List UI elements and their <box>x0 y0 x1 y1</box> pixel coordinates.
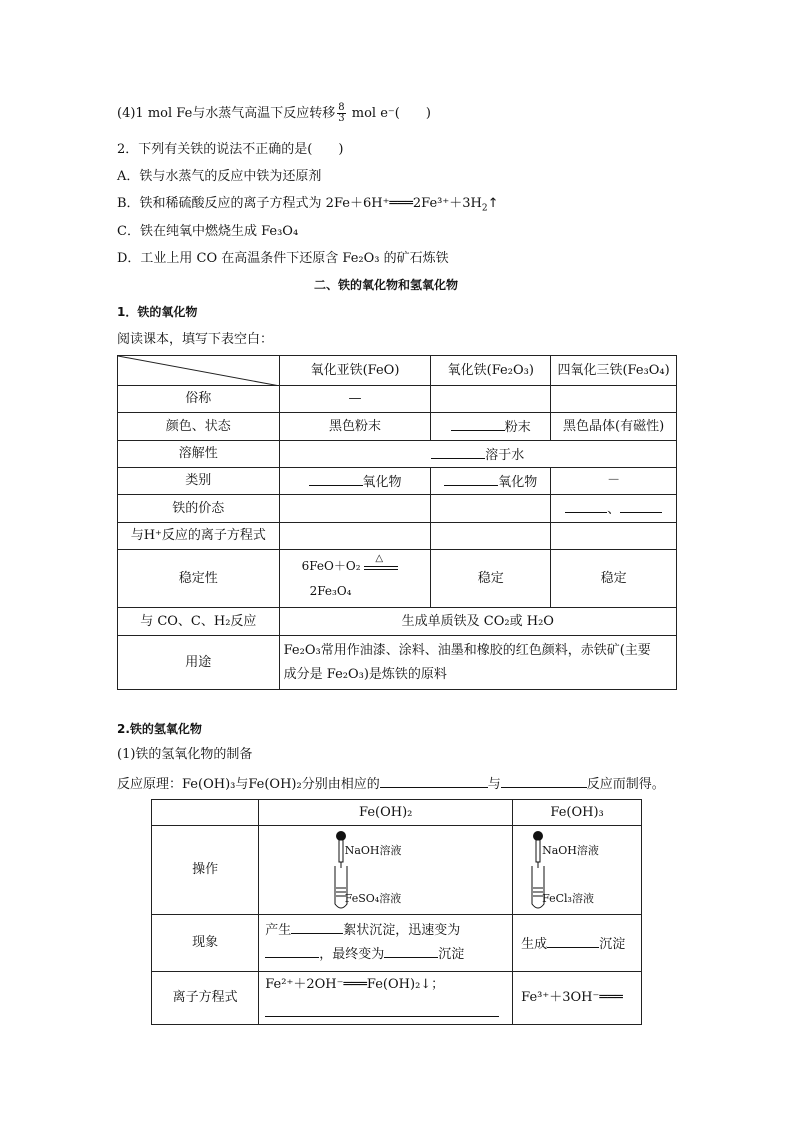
operation-left <box>259 826 513 915</box>
q2-option-c: C．铁在纯氧中燃烧生成 Fe₃O₄ <box>117 224 299 239</box>
blank-line[interactable] <box>444 471 498 486</box>
cell: － <box>551 468 677 495</box>
header-feoh3: Fe(OH)₃ <box>513 800 642 826</box>
header-feoh2: Fe(OH)₂ <box>259 800 513 826</box>
reagent-bottom-label: FeSO₄溶液 <box>344 892 402 905</box>
q2-option-b-sub: 2 <box>481 203 488 214</box>
diagonal-line-icon <box>118 356 280 386</box>
row-label: 铁的价态 <box>118 495 280 523</box>
q2-option-d: D．工业上用 CO 在高温条件下还原含 Fe₂O₃ 的矿石炼铁 <box>117 251 449 266</box>
cell <box>431 495 551 523</box>
reagent-top-label: NaOH溶液 <box>344 844 402 857</box>
header-fe2o3: 氧化铁(Fe₂O₃) <box>431 356 551 386</box>
header-fe3o4: 四氧化三铁(Fe₃O₄) <box>551 356 677 386</box>
cell-text: 絮状沉淀，迅速变为 <box>343 923 461 938</box>
q2-stem: 2．下列有关铁的说法不正确的是( ) <box>117 142 344 157</box>
frac-num: 8 <box>338 102 345 113</box>
diagonal-header-cell <box>118 356 280 386</box>
q4-line <box>117 103 431 124</box>
ion-right: Fe³⁺＋3OH⁻═══ <box>513 972 642 1025</box>
row-label: 与 CO、C、H₂反应 <box>118 608 280 636</box>
row-label: 离子方程式 <box>152 972 259 1025</box>
up-arrow-icon: ↑ <box>487 196 499 211</box>
cell <box>279 495 431 523</box>
equation-left: 6FeO＋O₂ <box>301 559 361 574</box>
row-label: 颜色、状态 <box>118 413 280 441</box>
phenomenon-right <box>513 915 642 972</box>
principle-mid: 与 <box>487 777 501 792</box>
row-label: 操作 <box>152 826 259 915</box>
blank-line[interactable] <box>380 773 488 788</box>
q4-suffix: mol e⁻( ) <box>347 106 431 121</box>
cell <box>279 468 431 495</box>
reagent-bottom-label: FeCl₃溶液 <box>542 892 594 905</box>
section2-title: 二、铁的氧化物和氢氧化物 <box>314 278 459 292</box>
equation-right: 2Fe₃O₄ <box>309 583 352 598</box>
cell: — <box>279 386 431 413</box>
hydroxide-table <box>151 799 642 1025</box>
empty-header <box>152 800 259 826</box>
sub2-title: 2.铁的氢氧化物 <box>117 722 202 736</box>
cell: 黑色晶体(有磁性) <box>551 413 677 441</box>
merged-cell: 生成单质铁及 CO₂或 H₂O <box>279 608 676 636</box>
blank-line[interactable] <box>451 416 505 431</box>
sub2-1: (1)铁的氢氧化物的制备 <box>117 747 253 762</box>
cell-text: 产生 <box>265 923 292 938</box>
row-label: 与H⁺反应的离子方程式 <box>118 523 280 550</box>
usage-line-1: Fe₂O₃常用作油漆、涂料、油墨和橡胶的红色颜料，赤铁矿(主要 <box>283 642 651 658</box>
merged-cell <box>279 441 676 468</box>
blank-line[interactable] <box>384 943 438 958</box>
row-label: 用途 <box>118 636 280 690</box>
q2-option-a: A．铁与水蒸气的反应中铁为还原剂 <box>117 169 322 184</box>
blank-line[interactable] <box>547 933 599 948</box>
cell-text: ，最终变为 <box>319 947 385 962</box>
heat-condition <box>364 552 398 576</box>
ion-left <box>259 972 513 1025</box>
blank-line[interactable] <box>565 498 607 513</box>
row-label: 稳定性 <box>118 550 280 608</box>
cell-text: 粉末 <box>504 420 531 435</box>
blank-line[interactable] <box>620 498 662 513</box>
oxide-table <box>117 355 677 690</box>
cell <box>551 495 677 523</box>
reagent-top-label: NaOH溶液 <box>542 844 599 857</box>
blank-line[interactable] <box>291 919 343 934</box>
ion-equation: Fe²⁺＋2OH⁻═══Fe(OH)₂↓； <box>265 977 445 992</box>
sub1-instruction: 阅读课本，填写下表空白： <box>117 332 274 347</box>
blank-line[interactable] <box>501 773 587 788</box>
blank-line[interactable] <box>431 444 485 459</box>
usage-line-2: 成分是 Fe₂O₃)是炼铁的原料 <box>283 666 447 682</box>
equals-icon <box>364 566 398 570</box>
cell-text: 沉淀 <box>599 936 626 952</box>
cell-text: 、 <box>607 502 621 517</box>
blank-line[interactable] <box>265 1002 499 1017</box>
blank-line[interactable] <box>265 943 319 958</box>
cell <box>279 550 431 608</box>
phenomenon-left <box>259 915 513 972</box>
q4-prefix: (4)1 mol Fe与水蒸气高温下反应转移 <box>117 106 336 121</box>
cell <box>551 523 677 550</box>
cell <box>431 386 551 413</box>
principle-pre: 反应原理：Fe(OH)₃与Fe(OH)₂分别由相应的 <box>117 777 380 792</box>
fraction <box>337 103 345 124</box>
principle-post: 反应而制得。 <box>586 777 665 792</box>
row-label: 类别 <box>118 468 280 495</box>
cell <box>279 523 431 550</box>
cell-text: 氧化物 <box>362 474 402 490</box>
cell <box>431 413 551 441</box>
row-label: 现象 <box>152 915 259 972</box>
cell <box>431 468 551 495</box>
row-label: 俗称 <box>118 386 280 413</box>
cell <box>551 386 677 413</box>
cell-text: 沉淀 <box>438 947 465 962</box>
q2-option-b-text: B．铁和稀硫酸反应的离子方程式为 2Fe＋6H⁺═══2Fe³⁺＋3H <box>117 196 482 211</box>
cell-text: 生成 <box>521 936 548 952</box>
cell: 稳定 <box>431 550 551 608</box>
cell: 黑色粉末 <box>279 413 431 441</box>
cell-text: 氧化物 <box>498 474 538 490</box>
triangle-icon: △ <box>375 552 384 564</box>
row-label: 溶解性 <box>118 441 280 468</box>
merged-cell <box>279 636 676 690</box>
q2-option-b <box>117 195 499 213</box>
cell: 稳定 <box>551 550 677 608</box>
header-feo: 氧化亚铁(FeO) <box>279 356 431 386</box>
blank-line[interactable] <box>309 471 363 486</box>
operation-right <box>513 826 642 915</box>
principle-line <box>117 773 665 794</box>
sub1-title: 1．铁的氧化物 <box>117 305 198 319</box>
cell-text: 溶于水 <box>485 447 525 463</box>
frac-den: 3 <box>338 113 345 124</box>
cell <box>431 523 551 550</box>
